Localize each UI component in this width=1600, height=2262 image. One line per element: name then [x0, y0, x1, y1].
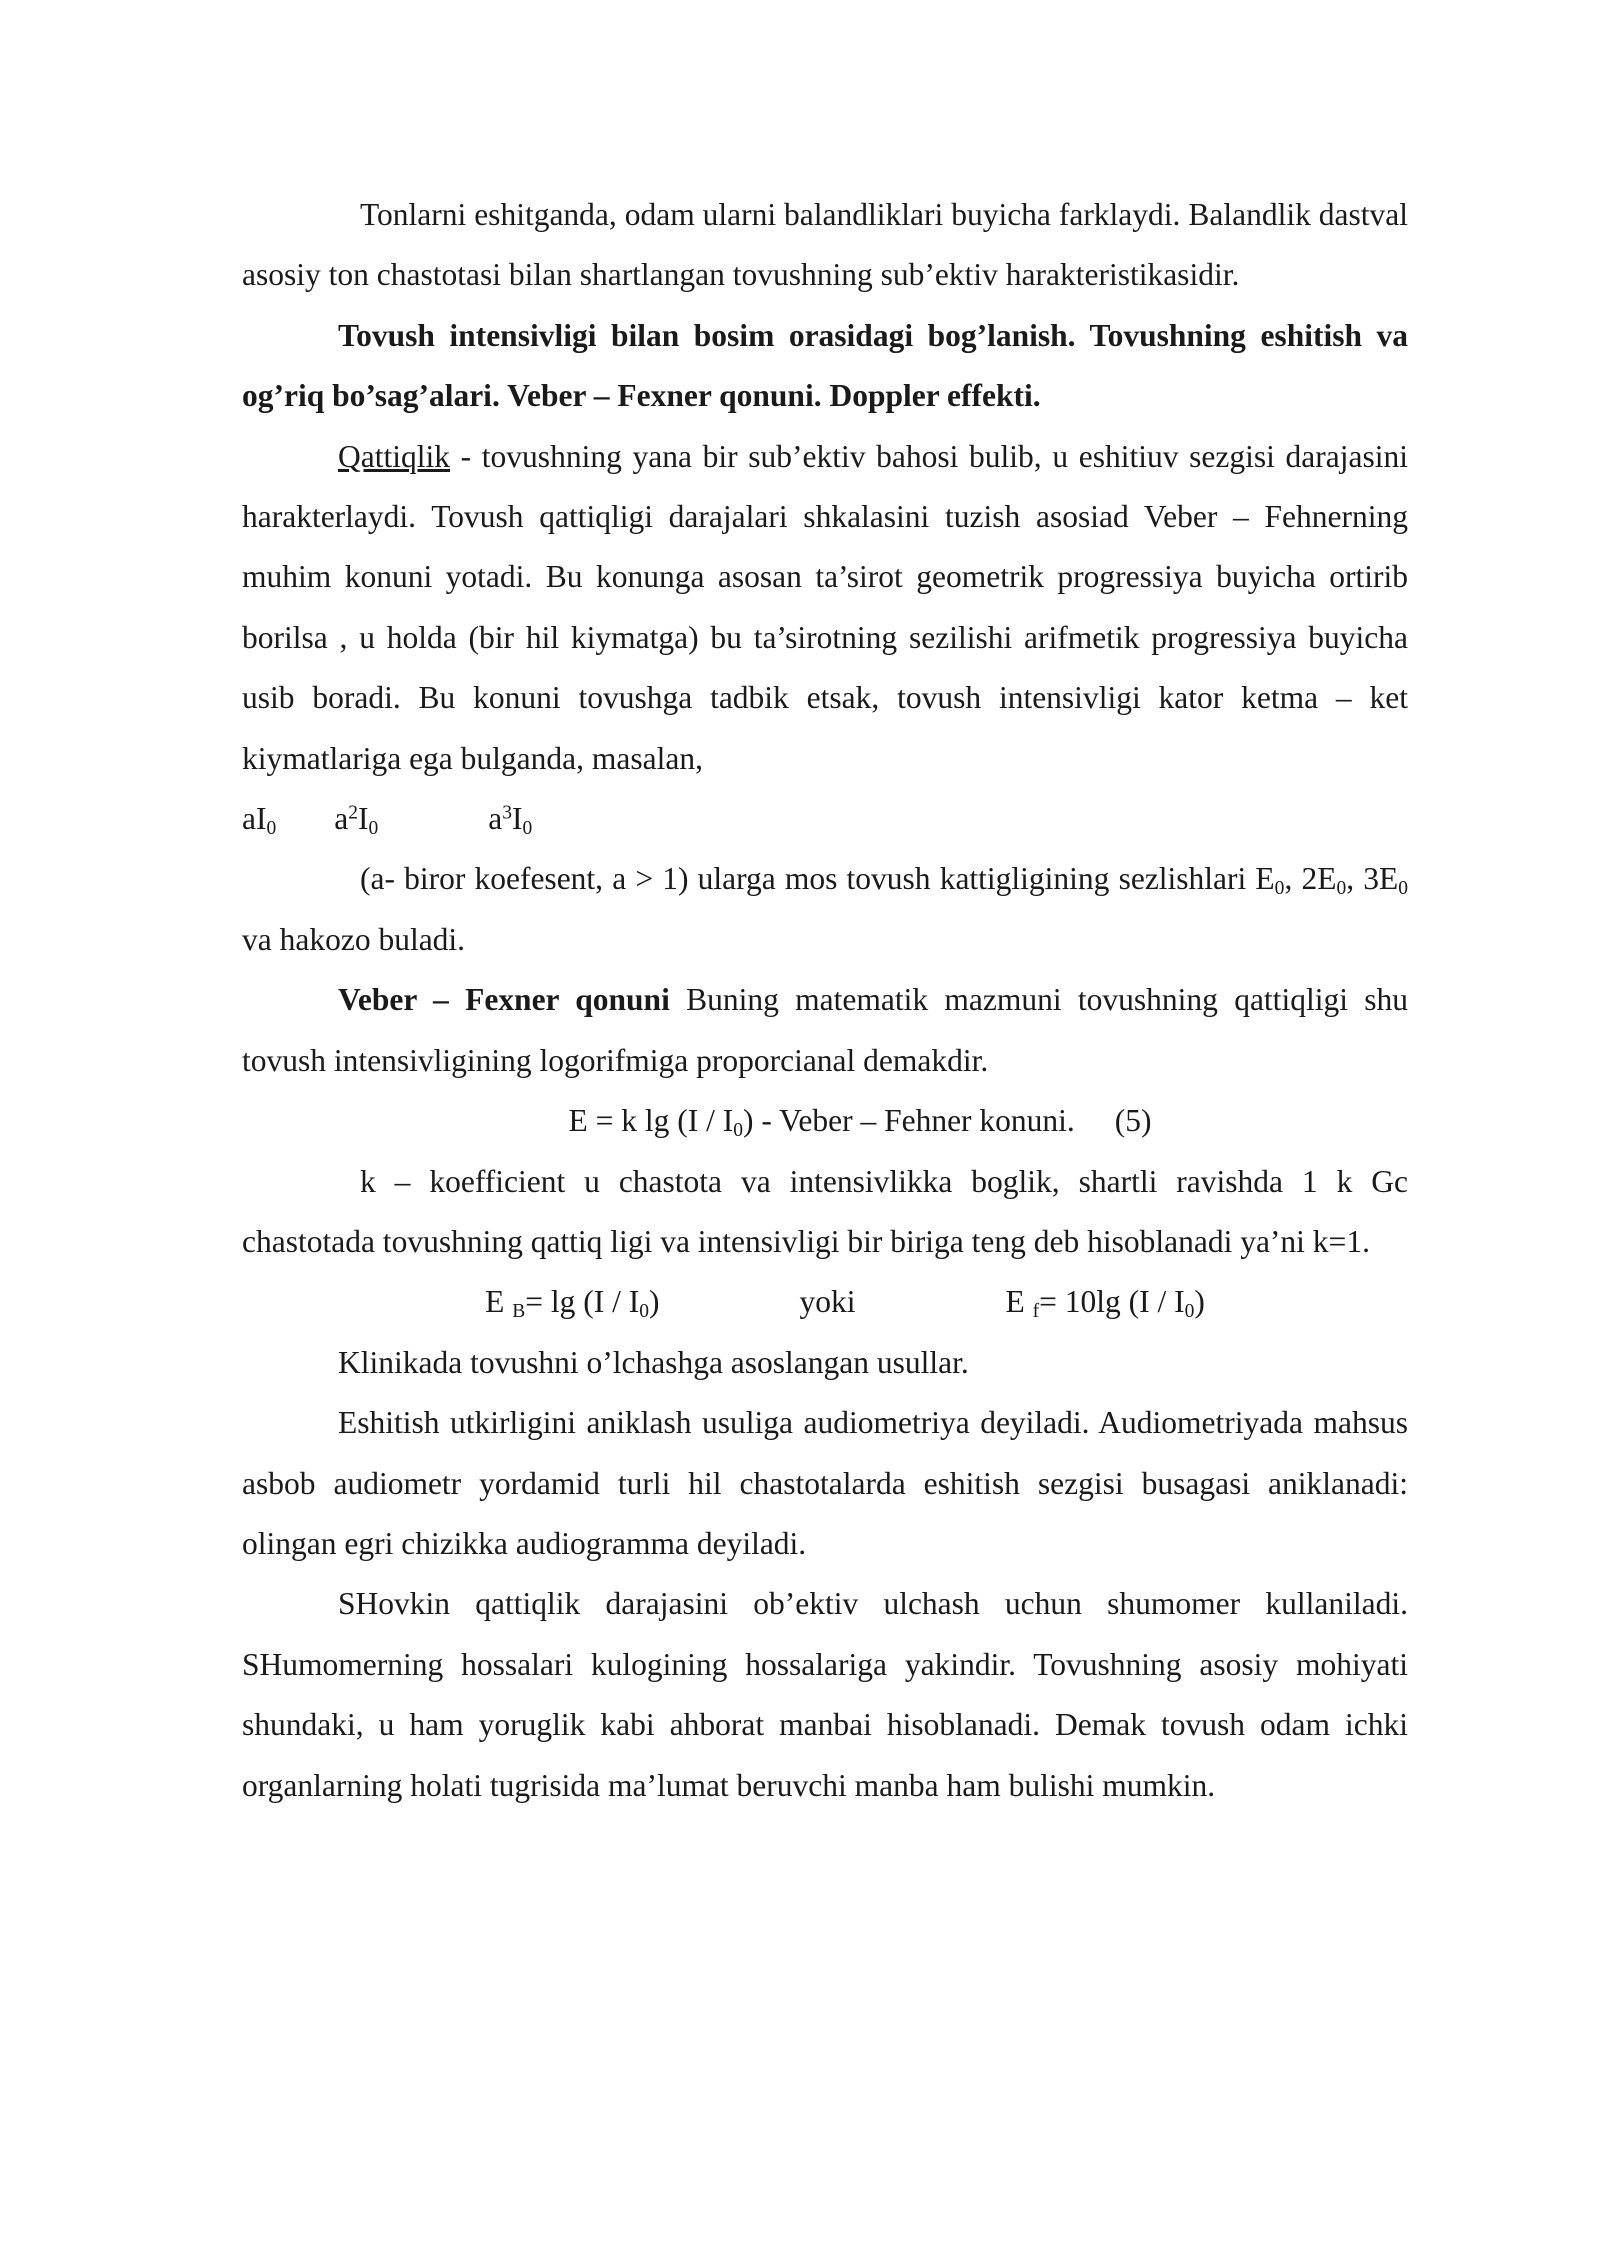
formula2-right-b: = 10lg (I / I: [1039, 1284, 1185, 1320]
paragraph-coefficient-a: [242, 849, 1408, 970]
series-term-3-base: a: [488, 801, 503, 837]
formula1-expr: [498, 1091, 1074, 1151]
series-term-1-base: aI: [242, 801, 267, 837]
series-term-3-sub: 0: [522, 817, 533, 839]
series-term-1-sub: 0: [266, 817, 277, 839]
formula-decibel: [242, 1272, 1408, 1332]
formula2-left-b: = lg (I / I: [525, 1284, 640, 1320]
formula2-right-sub2: 0: [1184, 1301, 1195, 1323]
paragraph-shumomer: SHovkin qattiqlik darajasini ob’ektiv ulchash uchun shumomer kullaniladi. SHumomerning hossalari kulogining hossalariga yakindir. Tovushning asosiy mohiyati shundaki, u ham yoruglik kabi ahborat manbai hisoblanadi. Demak tovush odam ichki organlarning holati tugrisida ma’lumat beruvchi manba ham bulishi mumkin.: [242, 1586, 1408, 1803]
paragraph-audiometriya: Eshitish utkirligini aniklash usuliga audiometriya deyiladi. Audiometriyada mahsus asbob audiometr yordamid turli hil chastotalarda eshitish sezgisi busagasi aniklanadi: olingan egri chizikka audiogramma deyiladi.: [242, 1405, 1408, 1561]
p4-sub2: 0: [1336, 878, 1347, 900]
formula1-number: (5): [1114, 1103, 1152, 1139]
p4-part3: , 3E: [1346, 861, 1399, 897]
paragraph-intro: Tonlarni eshitganda, odam ularni balandliklari buyicha farklaydi. Balandlik dastval asosiy ton chastotasi bilan shartlangan tovushning sub’ektiv harakteristikasidir.: [242, 197, 1408, 293]
series-term-3-sup: 3: [502, 802, 513, 824]
formula2-right-c: ): [1194, 1284, 1205, 1320]
series-term-3: [488, 801, 533, 839]
term-veber-fexner: Veber – Fexner qonuni: [338, 982, 670, 1018]
formula-veber-fehner: [242, 1091, 1408, 1151]
series-term-2-sup: 2: [348, 802, 358, 824]
formula2-left: [445, 1272, 659, 1332]
p4-sub3: 0: [1398, 878, 1408, 900]
paragraph-qattiqlik-text: - tovushning yana bir sub’ektiv bahosi bulib, u eshitiuv sezgisi darajasini harakterlaydi. Tovush qattiqligi darajalari shkalasini tuzish asosiad Veber – Fehnerning muhim konuni yotadi. Bu konunga asosan ta’sirot geometrik progressiya buyicha ortirib borilsa , u holda (bir hil kiymatga) bu ta’sirotning sezilishi arifmetik progressiya buyicha usib boradi. Bu konuni tovushga tadbik etsak, tovush intensivligi kator ketma – ket kiymatlariga ega bulganda, masalan,: [242, 438, 1408, 776]
formula2-right: [1006, 1272, 1205, 1332]
p4-part4: va hakozo buladi.: [242, 921, 466, 957]
paragraph-k-coefficient: k – koefficient u chastota va intensivlikka boglik, shartli ravishda 1 k Gc chastotada tovushning qattiq ligi va intensivligi bir biriga teng deb hisoblanadi ya’ni k=1.: [242, 1163, 1408, 1259]
term-qattiqlik: Qattiqlik: [338, 438, 450, 474]
series-term-3-i: I: [512, 801, 523, 837]
series-term-2-i: I: [358, 801, 369, 837]
section-heading: [242, 306, 1408, 427]
formula1-part2: ) - Veber – Fehner konuni.: [742, 1103, 1075, 1139]
p4-part1: (a- biror koefesent, a > 1) ularga mos tovush kattigligining sezlishlari E: [360, 861, 1275, 897]
formula1-part1: E = k lg (I / I: [568, 1103, 734, 1139]
series-term-2-sub: 0: [368, 817, 379, 839]
formula2-left-sub: B: [512, 1301, 526, 1323]
series-term-1: [242, 801, 277, 839]
section-heading-text: Tovush intensivligi bilan bosim orasidagi bog’lanish. Tovushning eshitish va og’riq bo’sag’alari. Veber – Fexner qonuni. Doppler effekti.: [242, 317, 1408, 414]
paragraph-qattiqlik: [242, 427, 1408, 789]
formula1-sub: 0: [733, 1119, 743, 1141]
paragraph-veber-fexner: [242, 970, 1408, 1091]
intensity-series: [242, 789, 1408, 849]
paragraph-klinika: Klinikada tovushni o’lchashga asoslangan usullar.: [338, 1344, 969, 1380]
p4-part2: , 2E: [1284, 861, 1337, 897]
formula2-mid: yoki: [799, 1284, 856, 1320]
p4-sub1: 0: [1274, 878, 1285, 900]
formula2-right-sub: f: [1032, 1301, 1040, 1323]
formula2-left-sub2: 0: [639, 1301, 649, 1323]
series-term-2: [334, 801, 379, 839]
formula2-left-a: E: [485, 1284, 513, 1320]
document-body: [242, 185, 1408, 1816]
paragraph-veber-fexner-text: Buning matematik mazmuni tovushning qattiqligi shu tovush intensivligining logorifmiga proporcianal demakdir.: [242, 982, 1408, 1078]
formula2-left-c: ): [649, 1284, 660, 1320]
formula2-right-a: E: [1005, 1284, 1033, 1320]
series-term-2-base: a: [334, 801, 349, 837]
